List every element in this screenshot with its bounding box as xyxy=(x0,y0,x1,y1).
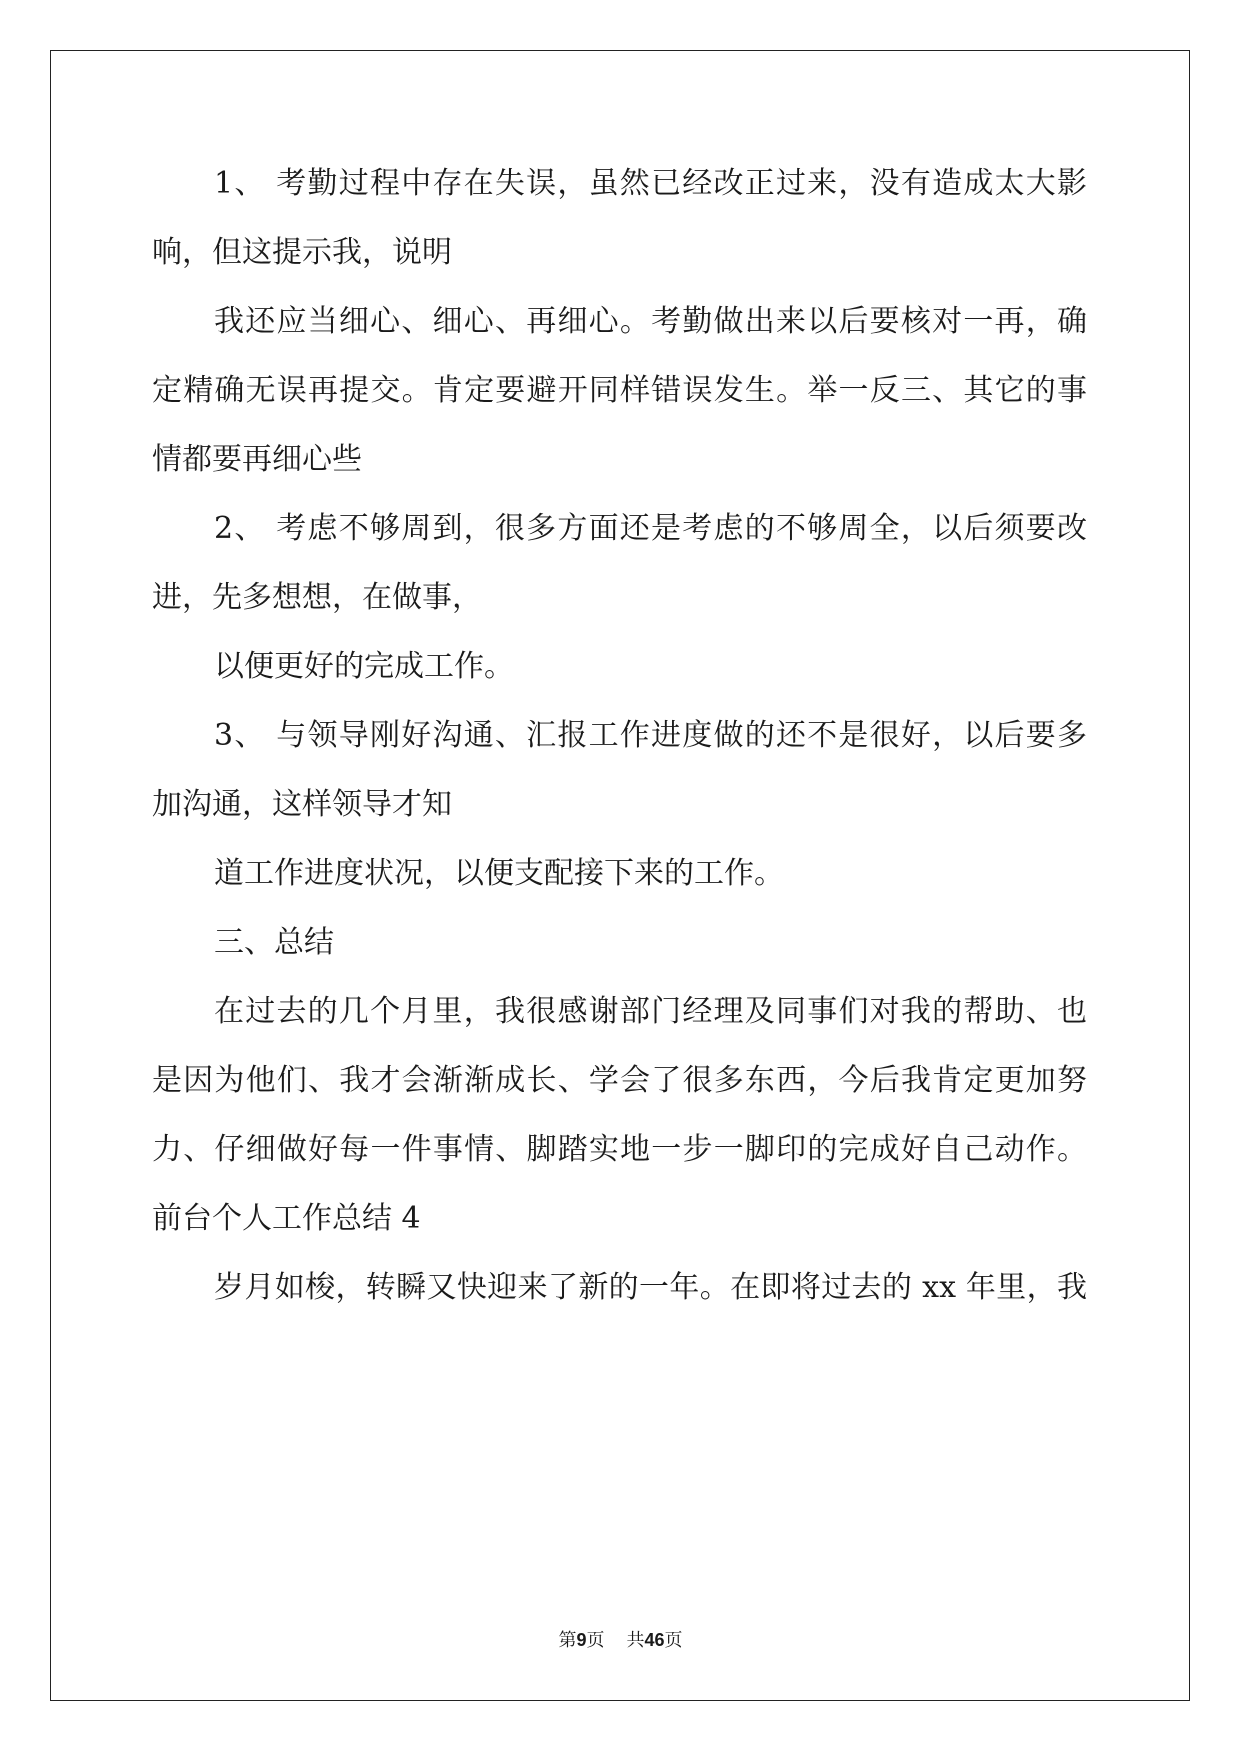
paragraph-line: 岁月如梭，转瞬又快迎来了新的一年。在即将过去的 xx 年里，我 xyxy=(214,1270,1087,1305)
total-label-suffix: 页 xyxy=(664,1630,683,1651)
page-footer xyxy=(0,1628,1241,1653)
total-pages: 46 xyxy=(644,1630,665,1650)
paragraph-line: 情都要再细心些 xyxy=(152,442,362,477)
paragraph-line: 3、 与领导刚好沟通、汇报工作进度做的还不是很好，以后要多 xyxy=(214,718,1087,753)
paragraph-line: 在过去的几个月里，我很感谢部门经理及同事们对我的帮助、也 xyxy=(214,994,1087,1029)
paragraph-line: 1、 考勤过程中存在失误，虽然已经改正过来，没有造成太大影 xyxy=(214,166,1087,201)
article-title: 前台个人工作总结 4 xyxy=(152,1201,421,1236)
page-label-prefix: 第 xyxy=(558,1630,577,1651)
paragraph-line: 是因为他们、我才会渐渐成长、学会了很多东西，今后我肯定更加努 xyxy=(152,1063,1087,1098)
paragraph-line: 以便更好的完成工作。 xyxy=(214,649,514,684)
page-number: 9 xyxy=(576,1630,587,1650)
page-label-suffix: 页 xyxy=(586,1630,605,1651)
paragraph-line: 我还应当细心、细心、再细心。考勤做出来以后要核对一再，确 xyxy=(214,304,1087,339)
paragraph-line: 定精确无误再提交。肯定要避开同样错误发生。举一反三、其它的事 xyxy=(152,373,1087,408)
paragraph-line: 力、仔细做好每一件事情、脚踏实地一步一脚印的完成好自己动作。 xyxy=(152,1132,1087,1167)
paragraph-line: 2、 考虑不够周到，很多方面还是考虑的不够周全，以后须要改 xyxy=(214,511,1087,546)
paragraph-line: 响，但这提示我，说明 xyxy=(152,235,452,270)
paragraph-line: 进，先多想想，在做事， xyxy=(152,580,482,615)
paragraph-line: 道工作进度状况，以便支配接下来的工作。 xyxy=(214,856,784,891)
section-heading: 三、总结 xyxy=(214,925,334,960)
total-label-prefix: 共 xyxy=(626,1630,645,1651)
paragraph-line: 加沟通，这样领导才知 xyxy=(152,787,452,822)
